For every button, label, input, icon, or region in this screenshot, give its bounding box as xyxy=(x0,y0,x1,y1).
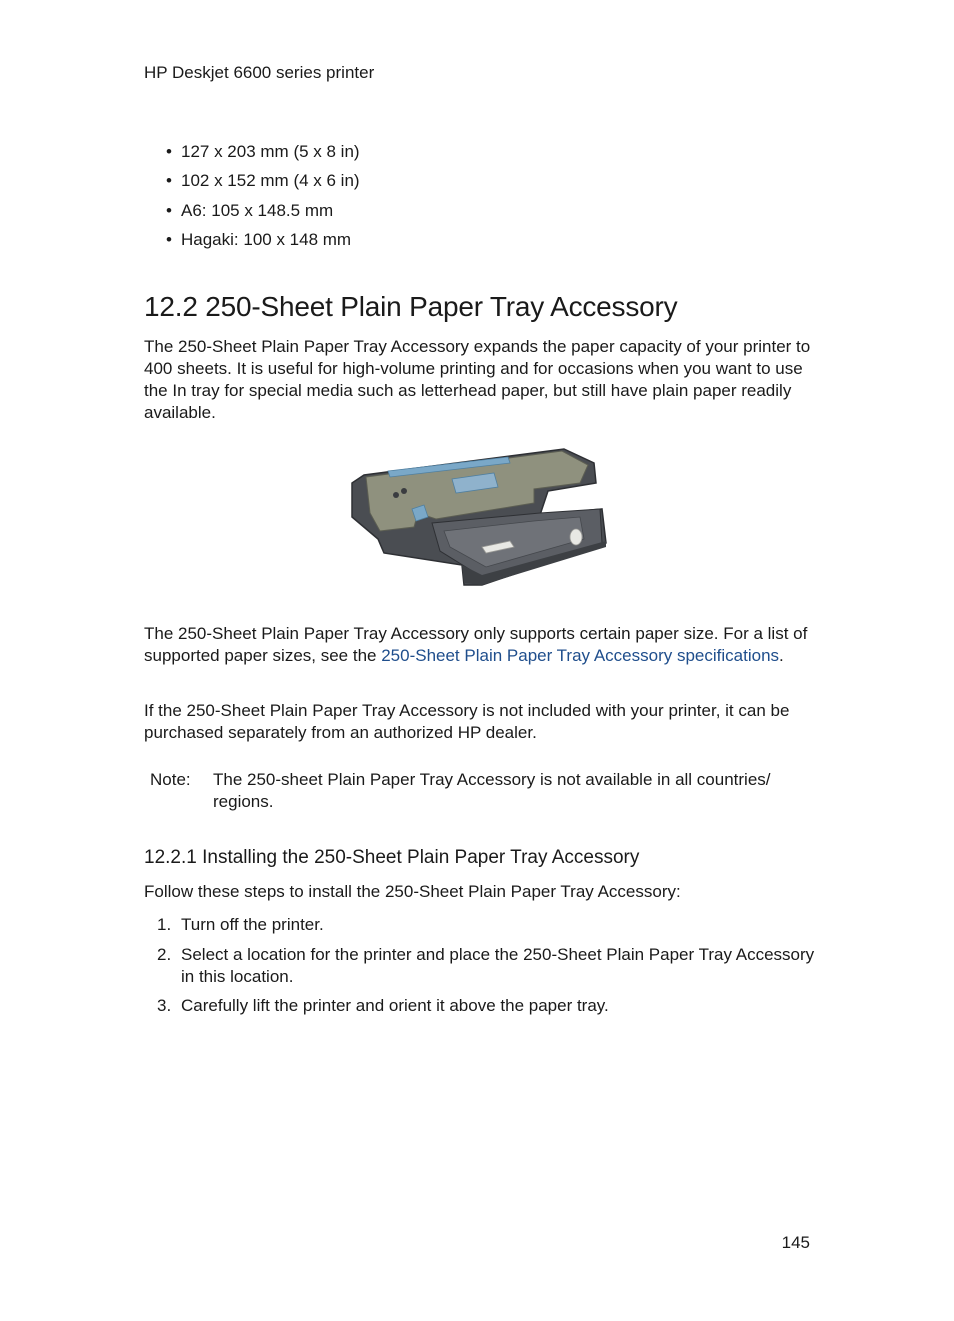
specifications-link[interactable]: 250-Sheet Plain Paper Tray Accessory specifications xyxy=(381,646,780,665)
steps-lead: Follow these steps to install the 250-Sheet Plain Paper Tray Accessory: xyxy=(144,882,681,901)
purchase-paragraph: If the 250-Sheet Plain Paper Tray Accessory is not included with your printer, it can be purchased separately from an authorized HP dealer. xyxy=(144,701,790,742)
bullet-icon: • xyxy=(166,230,172,250)
note-text: The 250-sheet Plain Paper Tray Accessory is not available in all countries/ regions. xyxy=(213,770,771,811)
bullet-icon: • xyxy=(166,200,172,220)
paper-size-list xyxy=(144,141,360,259)
list-item: • Hagaki: 100 x 148 mm xyxy=(166,230,352,250)
section-title: 12.2 250-Sheet Plain Paper Tray Accessory xyxy=(144,291,678,322)
list-item: 1. Turn off the printer. xyxy=(157,915,324,934)
running-header: HP Deskjet 6600 series printer xyxy=(144,63,375,82)
note-label: Note: xyxy=(150,770,191,789)
list-item: • A6: 105 x 148.5 mm xyxy=(166,200,334,220)
bullet-icon: • xyxy=(166,142,172,161)
support-paragraph: The 250-Sheet Plain Paper Tray Accessory only supports certain paper size. For a list of supported paper sizes, see the 250-Sheet Plain Paper Tray Accessory specifications. xyxy=(144,624,808,665)
list-item: • 127 x 203 mm (5 x 8 in) xyxy=(166,142,360,161)
list-item: 3. Carefully lift the printer and orient it above the paper tray. xyxy=(157,996,609,1015)
install-steps-list xyxy=(144,914,816,1025)
list-item: • 102 x 152 mm (4 x 6 in) xyxy=(166,171,360,191)
page-number: 145 xyxy=(781,1233,810,1252)
bullet-icon: • xyxy=(166,171,172,191)
paper-tray-illustration xyxy=(344,443,608,589)
list-item: 2. Select a location for the printer and place the 250-Sheet Plain Paper Tray Accessory in this location. xyxy=(157,944,815,986)
subsection-title: 12.2.1 Installing the 250-Sheet Plain Paper Tray Accessory xyxy=(144,847,640,868)
intro-paragraph: The 250-Sheet Plain Paper Tray Accessory expands the paper capacity of your printer to 400 sheets. It is useful for high-volume printing and for occasions when you want to use the In tray for special media such as letterhead paper, but still have plain paper readily available. xyxy=(144,337,811,422)
